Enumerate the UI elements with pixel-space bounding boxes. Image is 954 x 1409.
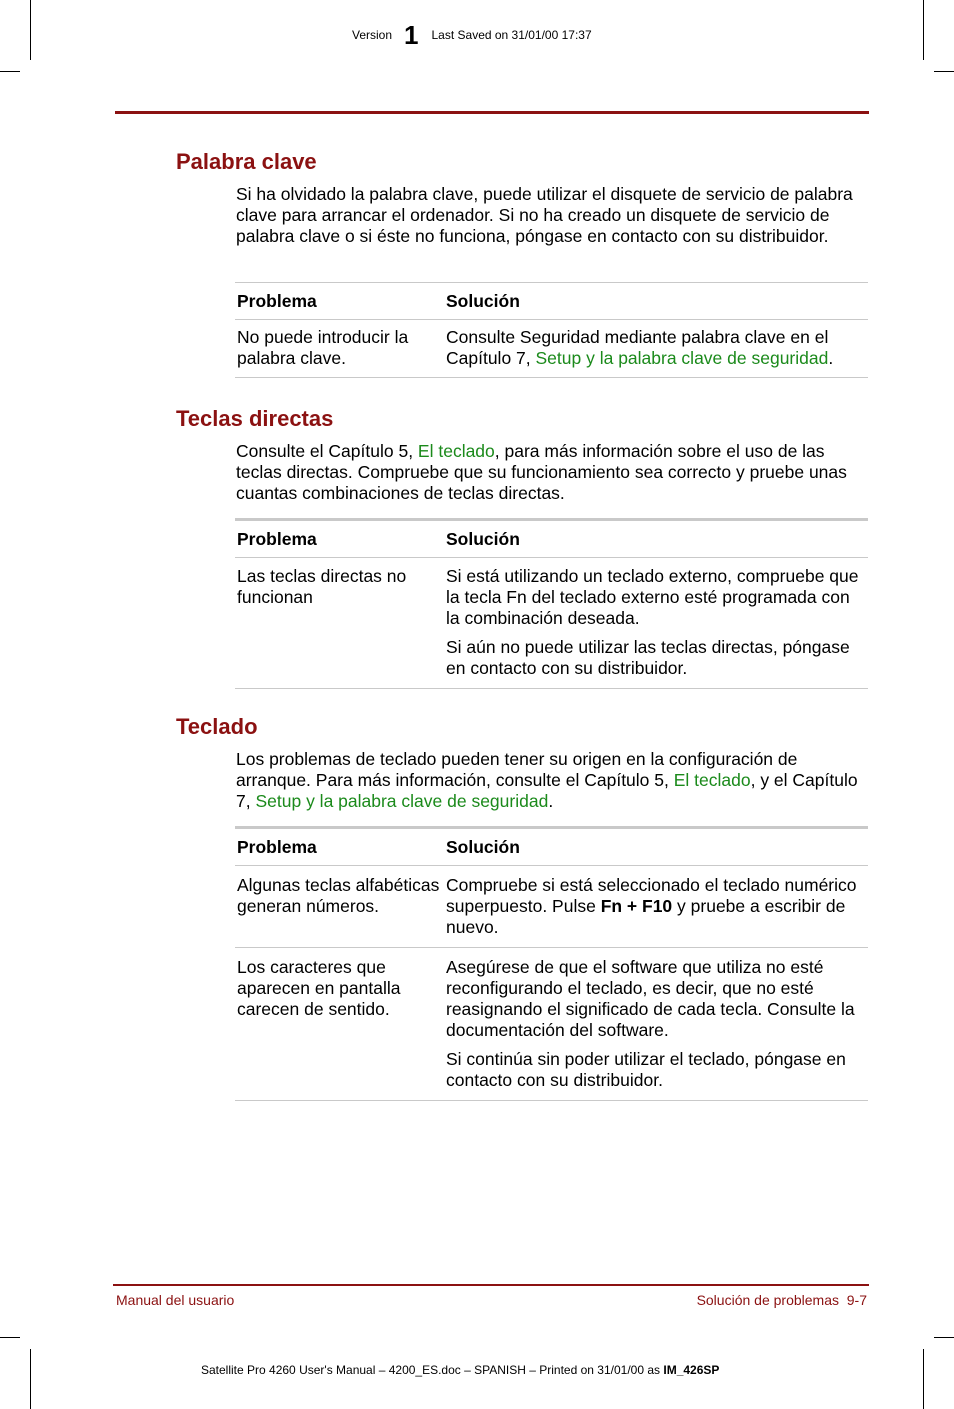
link-el-teclado[interactable]: El teclado [673, 770, 751, 790]
problem-cell: Las teclas directas no funcionan [237, 566, 407, 607]
version-header [352, 22, 592, 48]
solution-text: Compruebe si está seleccionado el teclado numérico superpuesto. Pulse [446, 875, 857, 916]
key-combo: Fn + F10 [600, 896, 673, 916]
crop-mark [0, 1337, 20, 1338]
body-text: Consulte el Capítulo 5, [236, 441, 418, 461]
crop-mark [934, 1337, 954, 1338]
body-text: . [548, 791, 554, 811]
top-rule [115, 111, 869, 114]
print-code: IM_426SP [663, 1363, 720, 1377]
link-setup-seguridad[interactable]: Setup y la palabra clave de seguridad [535, 348, 829, 368]
print-info [201, 1363, 719, 1377]
last-saved: Last Saved on 31/01/00 17:37 [431, 28, 592, 42]
section-body-teclado [236, 749, 864, 812]
col-header-problema: Problema [237, 836, 317, 857]
body-text: , y el Capítulo 7, [236, 770, 858, 811]
solution-cell [446, 327, 868, 369]
table-header [235, 282, 868, 320]
footer-manual-title: Manual del usuario [116, 1292, 235, 1308]
solution-cell [446, 957, 868, 1091]
link-setup-seguridad[interactable]: Setup y la palabra clave de seguridad [255, 791, 549, 811]
table-teclado [235, 826, 868, 1101]
solution-text: Consulte Seguridad mediante palabra clave en el Capítulo 7, [446, 327, 829, 368]
section-title-palabra-clave: Palabra clave [176, 149, 317, 174]
solution-cell [446, 566, 868, 679]
table-header [235, 518, 868, 558]
crop-mark [30, 1349, 31, 1409]
col-header-solucion: Solución [446, 836, 520, 857]
body-text: Los problemas de teclado pueden tener su origen en la configuración de arranque. Para más información, consulte el Capítulo 5, [236, 749, 798, 790]
footer-page-number: Solución de problemas 9-7 [696, 1292, 867, 1308]
crop-mark [923, 1349, 924, 1409]
solution-paragraph: Si aún no puede utilizar las teclas directas, póngase en contacto con su distribuidor. [446, 637, 850, 678]
body-text: , para más información sobre el uso de las teclas directas. Compruebe que su funcionamiento sea correcto y pruebe unas cuantas combinaciones de teclas directas. [236, 441, 847, 503]
table-teclas-directas [235, 518, 868, 689]
solution-paragraph: Asegúrese de que el software que utiliza no esté reconfigurando el teclado, es decir, que no esté reasignando el significado de cada tecla. Consulte la documentación del software. [446, 957, 855, 1040]
crop-mark [923, 0, 924, 60]
footer-rule [113, 1284, 869, 1286]
section-body-teclas-directas [236, 441, 864, 504]
table-row [235, 558, 868, 689]
table-row [235, 948, 868, 1101]
link-el-teclado[interactable]: El teclado [417, 441, 495, 461]
version-number: 1 [404, 20, 419, 50]
crop-mark [30, 0, 31, 60]
col-header-problema: Problema [237, 290, 317, 311]
solution-text: y pruebe a escribir de nuevo. [446, 896, 846, 937]
table-row [235, 320, 868, 378]
solution-paragraph: Si está utilizando un teclado externo, compruebe que la tecla Fn del teclado externo esté programada con la combinación deseada. [446, 566, 859, 628]
table-row [235, 866, 868, 948]
solution-paragraph: Si continúa sin poder utilizar el teclado, póngase en contacto con su distribuidor. [446, 1049, 846, 1090]
version-label: Version [352, 28, 393, 42]
section-body-palabra-clave: Si ha olvidado la palabra clave, puede utilizar el disquete de servicio de palabra clave para arrancar el ordenador. Si no ha creado un disquete de servicio de palabra clave o si éste no funciona, póngase en contacto con su distribuidor. [236, 184, 853, 246]
col-header-problema: Problema [237, 528, 317, 549]
solution-text: . [828, 348, 834, 368]
problem-cell: No puede introducir la palabra clave. [237, 327, 409, 368]
problem-cell: Los caracteres que aparecen en pantalla carecen de sentido. [237, 957, 401, 1019]
col-header-solucion: Solución [446, 528, 520, 549]
section-title-teclado: Teclado [176, 714, 258, 739]
col-header-solucion: Solución [446, 290, 520, 311]
crop-mark [0, 71, 20, 72]
table-header [235, 826, 868, 866]
section-title-teclas-directas: Teclas directas [176, 406, 334, 431]
table-palabra-clave [235, 282, 868, 378]
problem-cell: Algunas teclas alfabéticas generan números. [237, 875, 440, 916]
solution-cell [446, 875, 868, 938]
crop-mark [934, 71, 954, 72]
print-text: Satellite Pro 4260 User's Manual – 4200_ES.doc – SPANISH – Printed on 31/01/00 as [201, 1363, 664, 1377]
